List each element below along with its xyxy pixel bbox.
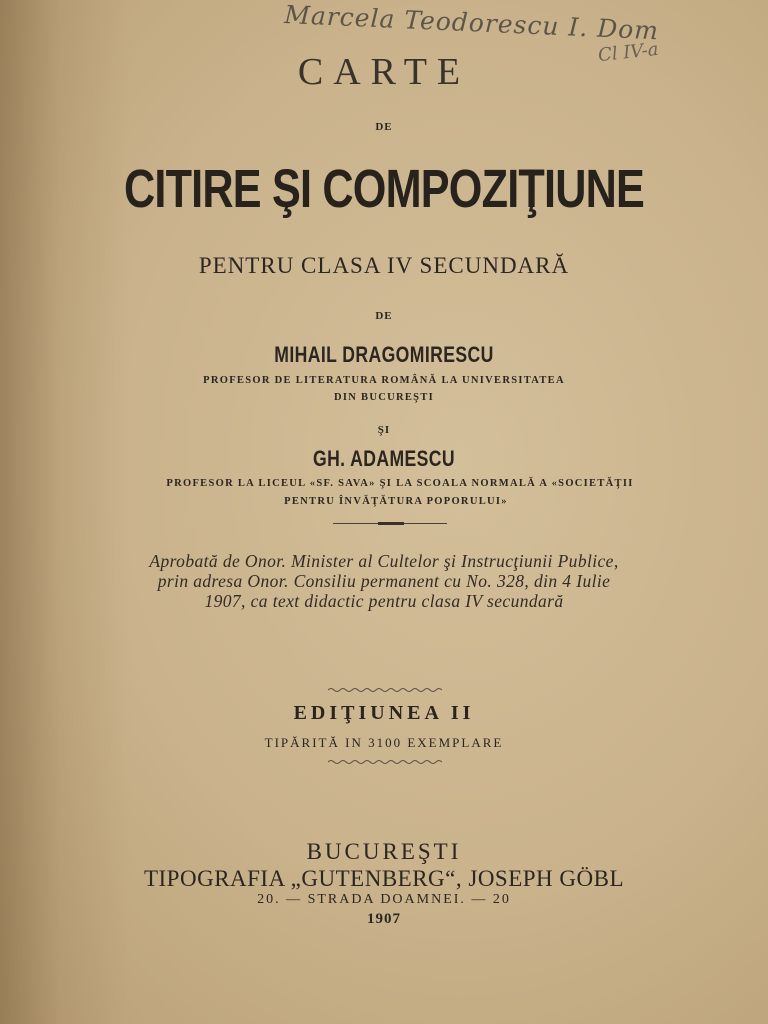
author-1-affiliation-line-2: DIN BUCUREŞTI: [333, 392, 435, 403]
ornament-squiggle-top: [328, 687, 442, 693]
preposition-de-authors: DE: [375, 310, 393, 322]
book-word: CARTE: [297, 51, 471, 93]
approval-line-3: 1907, ca text didactic pentru clasa IV secundară: [204, 591, 564, 611]
edition: EDIŢIUNEA II: [293, 702, 475, 724]
imprint-city: BUCUREŞTI: [306, 839, 462, 864]
author-1-name: MIHAIL DRAGOMIRESCU: [274, 342, 494, 367]
handwritten-class-note: Cl IV-a: [597, 38, 660, 67]
approval-line-1: Aprobată de Onor. Minister al Cultelor şi Instrucţiunii Publice,: [149, 551, 619, 571]
author-1-affiliation-line-1: PROFESOR DE LITERATURA ROMÂNĂ LA UNIVERSITATEA: [203, 375, 565, 386]
author-2-affiliation-line-1: PROFESOR LA LICEUL «SF. SAVA» ŞI LA SCOALA NORMALĂ A «SOCIETĂŢII: [166, 478, 634, 489]
imprint-press: TIPOGRAFIA „GUTENBERG“, JOSEPH GÖBL: [143, 866, 625, 891]
author-2-affiliation-line-2: PENTRU ÎNVĂŢĂTURA POPORULUI»: [284, 496, 508, 507]
print-run: TIPĂRITĂ IN 3100 EXEMPLARE: [264, 735, 504, 750]
conjunction: ŞI: [377, 424, 391, 436]
approval-line-2: prin adresa Onor. Consiliu permanent cu No. 328, din 4 Iulie: [157, 571, 611, 591]
preposition-de: DE: [375, 121, 393, 133]
divider-rule-center: [378, 522, 404, 525]
imprint-street: 20. — STRADA DOAMNEI. — 20: [257, 892, 511, 907]
author-2-name: GH. ADAMESCU: [312, 446, 456, 471]
subtitle: PENTRU CLASA IV SECUNDARĂ: [198, 253, 570, 278]
ornament-squiggle-bottom: [328, 759, 442, 765]
main-title: CITIRE ŞI COMPOZIŢIUNE: [123, 159, 645, 219]
handwritten-signature: Marcela Teodorescu I. Dom: [283, 0, 660, 46]
imprint-year: 1907: [367, 911, 401, 927]
